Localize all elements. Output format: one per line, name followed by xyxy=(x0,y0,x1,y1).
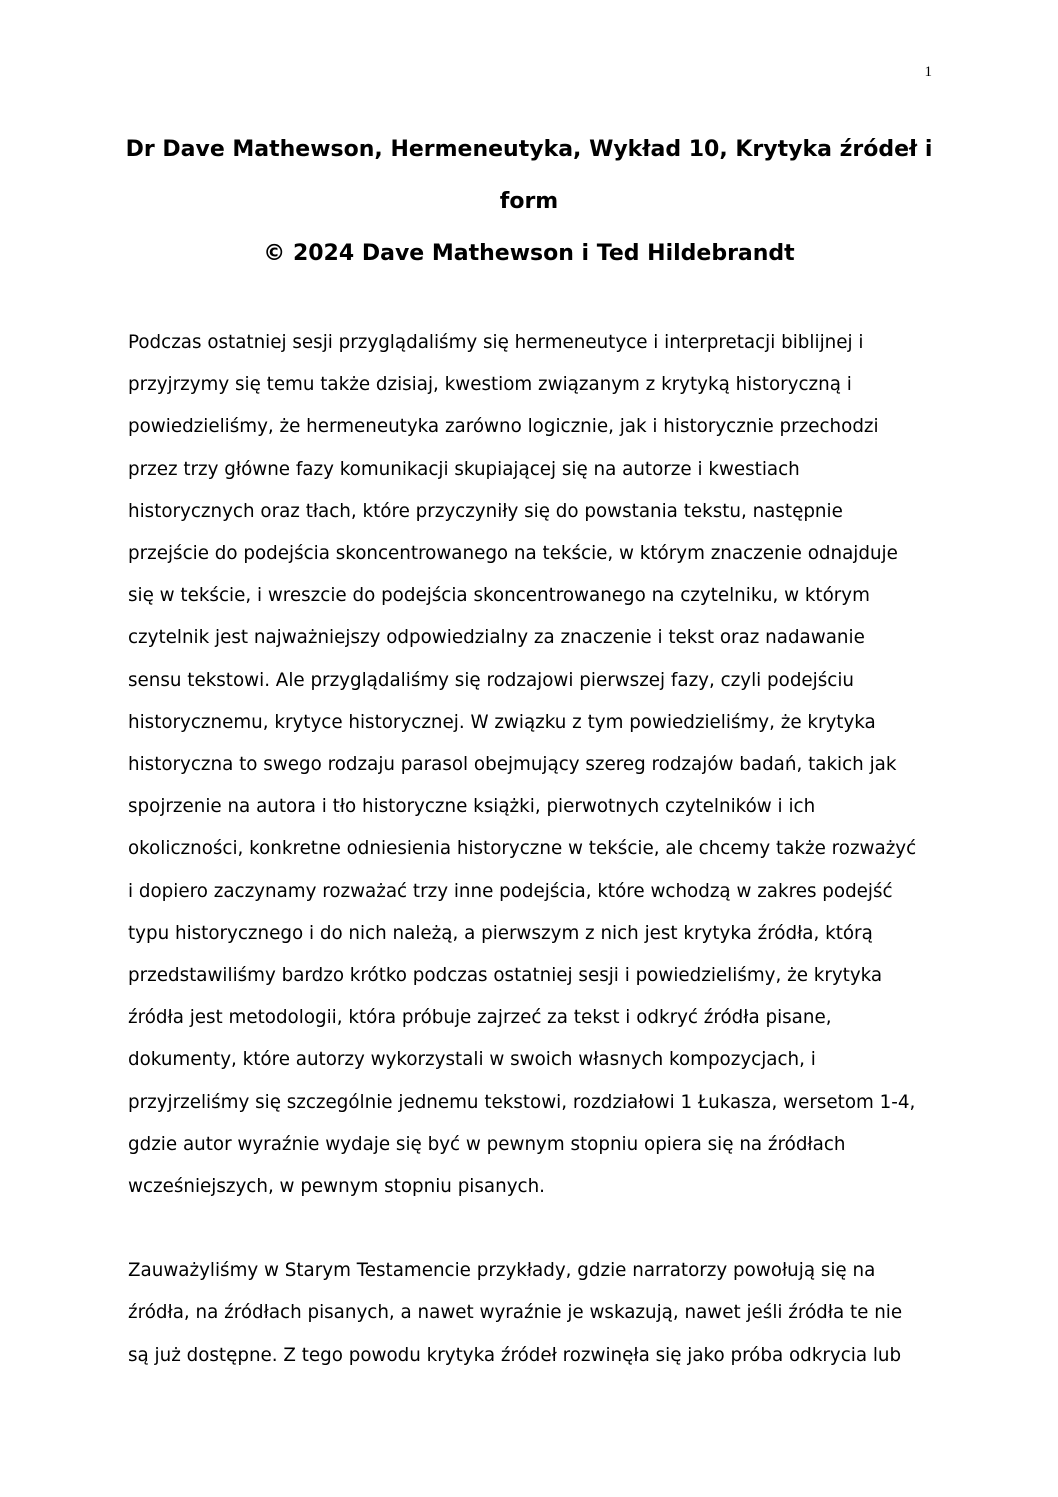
document-body xyxy=(128,322,948,1377)
text-line: czytelnik jest najważniejszy odpowiedzialny za znaczenie i tekst oraz nadawanie xyxy=(128,627,865,649)
paragraph-1 xyxy=(128,322,948,1208)
text-line: i dopiero zaczynamy rozważać trzy inne podejścia, które wchodzą w zakres podejść xyxy=(128,880,893,902)
text-line: przez trzy główne fazy komunikacji skupiającej się na autorze i kwestiach xyxy=(128,458,800,480)
title-line-2: form xyxy=(499,189,559,214)
text-line: źródła, na źródłach pisanych, a nawet wyraźnie je wskazują, nawet jeśli źródła te nie xyxy=(128,1302,903,1324)
text-line: historycznych oraz tłach, które przyczyniły się do powstania tekstu, następnie xyxy=(128,500,843,522)
title-line-1: Dr Dave Mathewson, Hermeneutyka, Wykład 10, Krytyka źródeł i xyxy=(125,137,933,162)
text-line: gdzie autor wyraźnie wydaje się być w pewnym stopniu opiera się na źródłach xyxy=(128,1133,846,1155)
page-number: 1 xyxy=(924,64,932,80)
text-line: okoliczności, konkretne odniesienia historyczne w tekście, ale chcemy także rozważyć xyxy=(128,838,917,860)
text-line: powiedzieliśmy, że hermeneutyka zarówno logicznie, jak i historycznie przechodzi xyxy=(128,416,879,438)
text-line: Podczas ostatniej sesji przyglądaliśmy się hermeneutyce i interpretacji biblijnej i xyxy=(128,332,864,353)
text-line: Zauważyliśmy w Starym Testamencie przykłady, gdzie narratorzy powołują się na xyxy=(128,1260,876,1282)
title-line-3-copyright: © 2024 Dave Mathewson i Ted Hildebrandt xyxy=(263,241,795,266)
text-line: przyjrzymy się temu także dzisiaj, kwestiom związanym z krytyką historyczną i xyxy=(128,374,852,396)
text-line: źródła jest metodologii, która próbuje zajrzeć za tekst i odkryć źródła pisane, xyxy=(128,1007,832,1029)
text-line: historycznemu, krytyce historycznej. W związku z tym powiedzieliśmy, że krytyka xyxy=(128,711,876,733)
text-line: dokumenty, które autorzy wykorzystali w swoich własnych kompozycjach, i xyxy=(128,1049,816,1071)
text-line: historyczna to swego rodzaju parasol obejmujący szereg rodzajów badań, takich jak xyxy=(128,754,897,776)
text-line: przejście do podejścia skoncentrowanego na tekście, w którym znaczenie odnajduje xyxy=(128,543,898,565)
document-title xyxy=(120,124,938,280)
text-line: się w tekście, i wreszcie do podejścia skoncentrowanego na czytelniku, w którym xyxy=(128,585,870,607)
paragraph-spacer xyxy=(128,1208,948,1250)
text-line: są już dostępne. Z tego powodu krytyka źródeł rozwinęła się jako próba odkrycia lub xyxy=(128,1344,902,1366)
paragraph-2 xyxy=(128,1250,948,1377)
text-line: spojrzenie na autora i tło historyczne książki, pierwotnych czytelników i ich xyxy=(128,796,816,818)
text-line: typu historycznego i do nich należą, a pierwszym z nich jest krytyka źródła, którą xyxy=(128,922,873,944)
text-line: sensu tekstowi. Ale przyglądaliśmy się rodzajowi pierwszej fazy, czyli podejściu xyxy=(128,669,855,691)
text-line: wcześniejszych, w pewnym stopniu pisanych. xyxy=(128,1176,545,1198)
text-line: przyjrzeliśmy się szczególnie jednemu tekstowi, rozdziałowi 1 Łukasza, wersetom 1-4, xyxy=(128,1091,916,1113)
text-line: przedstawiliśmy bardzo krótko podczas ostatniej sesji i powiedzieliśmy, że krytyka xyxy=(128,965,883,987)
